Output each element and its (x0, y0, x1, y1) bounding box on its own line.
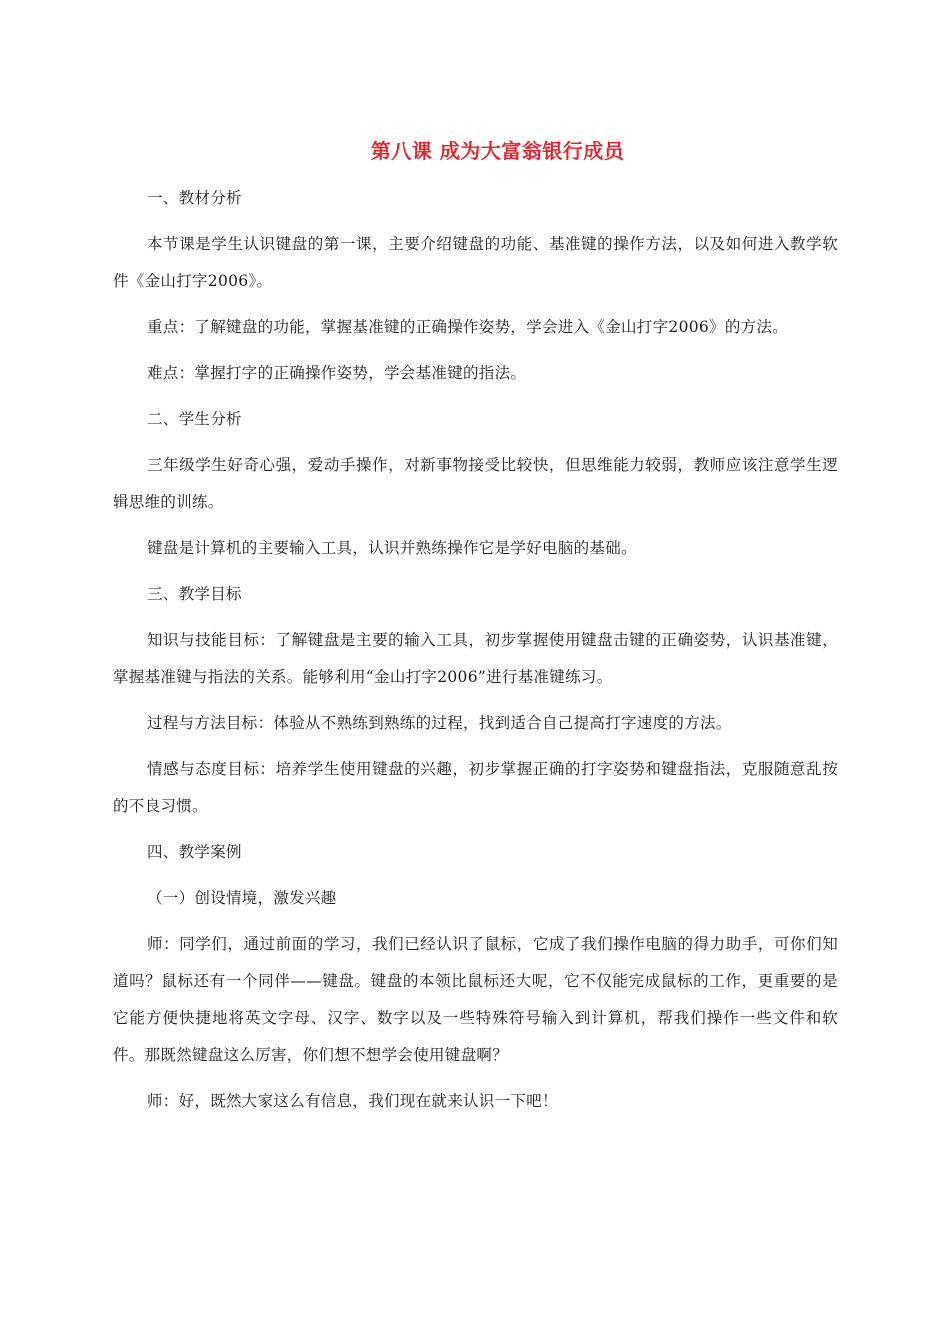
section-heading-textbook-analysis: 一、教材分析 (147, 189, 242, 207)
paragraph-knowledge-goal: 知识与技能目标：了解键盘是主要的输入工具，初步掌握使用键盘击键的正确姿势，认识基准键，掌握基准键与指法的关系。能够利用“金山打字2006”进行基准键练习。 (113, 631, 838, 686)
paragraph-attitude-goal: 情感与态度目标：培养学生使用键盘的兴趣，初步掌握正确的打字姿势和键盘指法，克服随意乱按的不良习惯。 (113, 760, 838, 815)
document-body (113, 180, 838, 1120)
paragraph-keyboard-importance: 键盘是计算机的主要输入工具，认识并熟练操作它是学好电脑的基础。 (147, 539, 637, 557)
paragraph-process-goal: 过程与方法目标：体验从不熟练到熟练的过程，找到适合自己提高打字速度的方法。 (147, 714, 732, 732)
subsection-heading-scenario: （一）创设情境，激发兴趣 (147, 889, 337, 907)
section-heading-teaching-goals: 三、教学目标 (147, 585, 242, 603)
section-heading-teaching-case: 四、教学案例 (147, 843, 242, 861)
paragraph-lesson-intro: 本节课是学生认识键盘的第一课，主要介绍键盘的功能、基准键的操作方法，以及如何进入教学软件《金山打字2006》。 (113, 235, 838, 290)
document-title: 第八课 成为大富翁银行成员 (370, 139, 625, 163)
paragraph-difficult-points: 难点：掌握打字的正确操作姿势，学会基准键的指法。 (147, 364, 527, 382)
paragraph-teacher-dialogue-1: 师：同学们，通过前面的学习，我们已经认识了鼠标，它成了我们操作电脑的得力助手，可你们知道吗？鼠标还有一个同伴——键盘。键盘的本领比鼠标还大呢，它不仅能完成鼠标的工作，更重要的是它能方便快捷地将英文字母、汉字、数字以及一些特殊符号输入到计算机，帮我们操作一些文件和软件。那既然键盘这么厉害，你们想不想学会使用键盘啊？ (113, 935, 838, 1064)
paragraph-student-traits: 三年级学生好奇心强，爱动手操作，对新事物接受比较快，但思维能力较弱，教师应该注意学生逻辑思维的训练。 (113, 456, 838, 511)
paragraph-key-points: 重点：了解键盘的功能，掌握基准键的正确操作姿势，学会进入《金山打字2006》的方法。 (147, 318, 789, 336)
paragraph-teacher-dialogue-2: 师：好，既然大家这么有信息，我们现在就来认识一下吧！ (147, 1092, 558, 1110)
section-heading-student-analysis: 二、学生分析 (147, 410, 242, 428)
